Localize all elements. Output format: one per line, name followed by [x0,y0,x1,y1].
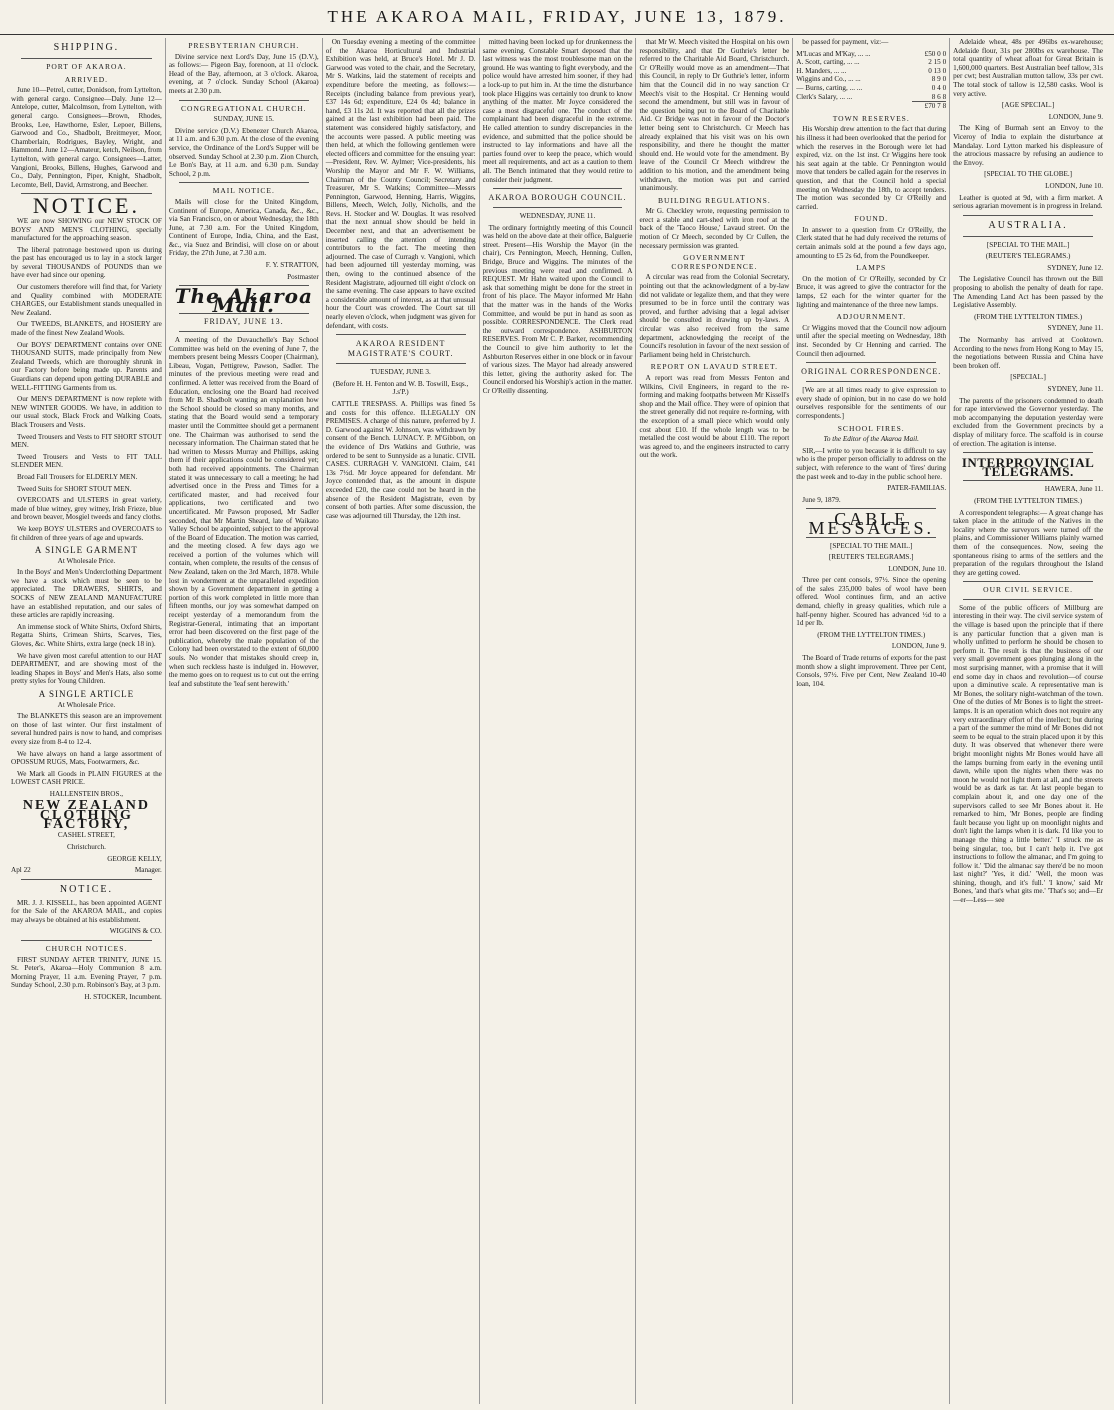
globe-special: [SPECIAL TO THE GLOBE.] [984,170,1073,179]
account-name: M'Lucas and M'Kay, ... ... [796,49,871,58]
single-garment-heading: A SINGLE GARMENT [34,545,138,556]
lyttelton-times: (FROM THE LYTTELTON TIMES.) [974,312,1083,321]
age-special: [AGE SPECIAL.] [1001,101,1055,110]
court-heading: AKAROA RESIDENT MAGISTRATE'S COURT. [347,339,454,359]
notice-paragraph: Our MEN'S DEPARTMENT is now replete with NEW WINTER GOODS. We have, in addition to our usual stock, Black Frock and Walking Coats, Black Trousers and Vests. [11,395,162,429]
congregational-text: Divine service (D.V.) Ebenezer Church Akaroa, at 11 a.m. and 6.30 p.m. At the close of the evening service, the Ordinance of the Lord's Supper will be observed. Sunday School at 2.30 p.m. Zion Church, Le Bon's Bay, at 11 a.m. and 6.30 p.m. Sunday School, 2 p.m. [168,126,319,178]
editorial-text: A meeting of the Duvauchelle's Bay School Committee was held on the evening of June 7, the members present being Messrs Cooper (Chairman), Libeau, Vogan, Pettigrew, Pawson, Sadler. The minutes of the previous meeting were read and confirmed. A letter was received from the Board of Education, enclosing one the Board had received from Mr B. Shadbolt wanting an explanation how the School should be closed so many months, and stating that the Board would send a temporary master until the Committee should get a permanent one. The Chairman was authorised to send the necessary information. The Chairman stated that he had written to Messrs Murray and Phillips, asking them if their applications could be considered yet; both had received appointments. The Chairman stated it was unnecessary to call a meeting; he had advertised once in the Press and Times for a certificated master, and had received four applications, two certificated and two uncertificated. Mr Pawson proposed, Mr Sadler seconded, that Mr Martin Sheard, late of Waikato Valley School be appointed, subject to the approval of the Board of Education. The motion was carried, and the meeting closed. A few days ago we received a portion of the volumes which will contain, when complete, the results of the census of New Zealand, taken on the 3rd March, 1878. While lost in wonderment at the unparalleled expedition shown by a Government department in getting a portion of this work completed in little more than fifteen months, our joy was somewhat damped on receipt yesterday of a memorandum from the Registrar-General, intimating that an important error had been discovered on the first page of the publication, whereby the male population of the Colony had been overstated to the extent of 60,000 souls. No wonder that mistakes should creep in, when such reckless haste is indulged in. However, the memo goes on to request us to cut out the erring leaf and substitute the 'leaf sent herewith.' [168,336,319,688]
table-row [796,102,946,111]
account-amount: 0 4 0 [931,83,947,92]
table-row [796,58,946,67]
divider [21,940,152,941]
single-article-sub: At Wholesale Price. [57,700,116,709]
interprovincial-heading: INTERPROVINCIAL TELEGRAMS. [961,455,1095,479]
lamps-heading: LAMPS [856,263,887,273]
london-june9: LONDON, June 9. [1048,112,1104,121]
divider [179,182,309,183]
divider [493,207,623,208]
garment-paragraph: In the Boys' and Men's Underclothing Department we have a stock which must be seen to be appreciated. The DRAWERS, SHIRTS, and SOCKS of NEW ZEALAND MANUFACTURE have an established reputation, and our sales of these articles are rapidly increasing. [11,568,162,620]
table-row [796,84,946,93]
original-correspondence-note: [We are at all times ready to give expression to every shade of opinion, but in no case do we hold ourselves responsible for the sentiments of our correspondents.] [796,386,947,420]
cable-text2: The Board of Trade returns of exports for the past month show a slight improvement. Three per Cent, Consols, 97½. Five per Cent, New Zealand 10-40 loan, 104. [796,654,947,688]
exhibition-article: On Tuesday evening a meeting of the committee of the Akaroa Horticultural and Industrial Exhibition was held, at Bruce's Hotel. Mr J. D. Garwood was voted to the chair, and the Secretary, Mr S. Watkins, laid the statement of receipts and expenditure before the meeting, as follows:—Receipts (including balance from previous year), £37 14s 6d; expenditure, £24 0s 4d; balance in hand, £3 11s 2d. It was reported that all the prizes gained at the last exhibition had been paid. The statement was considered highly satisfactory, and the accounts were passed. A public meeting was then held, at which the following gentlemen were elected officers and committee for the ensuing year:—President, Rev. W. Aylmer; Vice-presidents, his Worship the Mayor and Mr F. W. Williams, Chairman of the County Council; Secretary and Treasurer, Mr S. Watkins; Committee—Messrs Pennington, Garwood, Henning, Harris, Wiggins, Billens, Meech, Welch, Jolly, Nicholls, and the Revs. H. Stocker and W. Douglas. It was resolved that the next annual show should be held in December next, and that an advertisement be inserted calling the attention of intending contributors to the fact. The meeting then adjourned. The case of Curragh v. Vangioni, which had been adjourned till yesterday morning, was then, owing to the continued absence of the Resident Magistrate, adjourned till eight o'clock on the same evening. The case appears to have excited a considerable amount of interest, as at that unusual hour the Court was crowded. The Court sat till nearly eleven o'clock, when judgment was given for defendant, with costs. [325,38,476,330]
postmaster-role: Postmaster [287,272,319,281]
adjournment-text: Cr Wiggins moved that the Council now adjourn until after the special meeting on Wednesday, 18th inst. Seconded by Cr Henning and carried. The Council then adjourned. [796,323,947,358]
divider [963,599,1093,600]
divider [21,58,152,59]
cable-text: Three per cent consols, 97½. Since the opening of the sales 235,000 bales of wool have been offered. Wool continues firm, and an active demand, chiefly in greasy qualities, which rule a half-penny higher. Scoured has advanced ½d to a 1d per lb. [796,576,947,628]
paper-title: The Akaroa Mail. [174,284,313,317]
factory-line-2: CLOTHING FACTORY, [39,808,133,832]
church-text: FIRST SUNDAY AFTER TRINITY, JUNE 15. St. Peter's, Akaroa—Holy Communion 8 a.m. Morning Prayer, 11 a.m. Evening Prayer, 7 p.m. Sunday School, 2.30 p.m. Robinson's Bay, at 3 p.m. [11,955,162,990]
column-6 [792,38,949,1404]
table-row [796,67,946,76]
court-date: TUESDAY, JUNE 3. [370,368,431,377]
town-reserves-text: His Worship drew attention to the fact that during his illness it had been overlooked that the period for which the reserves in the Borough were let had expired, viz. on the 1st inst. Cr Wiggins here took his seat again at the table. Cr Pennington would move that tenders be called again for the reserves in question, and that the Council hold a special meeting on Wednesday the 18th, to accept tenders. The motion was seconded by Cr O'Reilly and carried. [796,125,947,211]
column-3 [322,38,479,1404]
london-june10: LONDON, June 10. [1045,181,1104,190]
mail-notice-text: Mails will close for the United Kingdom, Continent of Europe, America, Canada, &c., &c., via San Francisco, on or about Wednesday, the 18th June, at 7.30 a.m. For the United Kingdom, Continent of Europe, India, China, and the East, &c., via Suez and Brindisi, will close on or about Friday, the 27th June, at 7.30 a.m. [168,197,319,258]
article-paragraph: The BLANKETS this season are an improvement on those of last winter. Our first instalment of several hundred pairs is now to hand, and comprises every size from 8-4 to 12-4. [11,712,162,746]
column-5 [635,38,792,1404]
table-row [796,93,946,102]
factory-line-1: NEW ZEALAND [22,797,150,813]
special-label: [SPECIAL.] [1010,373,1046,382]
arrived-label: ARRIVED. [64,74,109,84]
shipping-heading: SHIPPING. [53,42,120,53]
notice-paragraph: Our BOYS' DEPARTMENT contains over ONE THOUSAND SUITS, made principally from New Zealand Tweeds, which are thoroughly shrunk in our Factory before being made up. Parents and Guardians can depend upon getting DURABLE and WELL-FITTING Garments from us. [11,340,162,392]
government-text: A circular was read from the Colonial Secretary, pointing out that the acknowledgment of a by-law did not validate or legalize them, and that they were presumed to be in force until the contrary was proved, and further advising that a legal adviser should be consulted in drawing up by-laws. A circular was also received from the same department, acknowledging the receipt of the Council's resolution in favour of the next session of Parliament being held in Christchurch. [639,273,790,359]
notice-paragraph: The liberal patronage bestowed upon us during the past has encouraged us to lay in a stock larger by several THOUSANDS of POUNDS than we have ever had since our opening. [11,245,162,280]
church-sign: H. STOCKER, Incumbent. [84,993,162,1002]
presbyterian-heading: PRESBYTERIAN CHURCH. [188,41,300,50]
congregational-heading: CONGREGATIONAL CHURCH. [181,103,307,113]
adjournment-heading: ADJOURNMENT. [836,312,907,322]
divider [963,236,1093,237]
divider [21,879,152,880]
sydney-june11: SYDNEY, June 11. [1047,324,1104,333]
account-name: H. Manders, ... ... [796,66,847,75]
original-correspondence-heading: ORIGINAL CORRESPONDENCE. [801,367,942,377]
sydney-june12: SYDNEY, June 12. [1047,263,1104,272]
column-2 [165,38,322,1404]
accounts-intro: be passed for payment, viz:— [802,38,889,46]
cable-reuter: [REUTER'S TELEGRAMS.] [828,553,914,562]
port-heading: PORT OF AKAROA. [46,62,127,71]
prisoners-text: The parents of the prisoners condemned to death for rape interviewed the Governor yesterday. The mob accompanying the deputation yesterday were excluded from the Government precincts by a display of military force. The scaffold is in course of erection. The agitation is intense. [953,396,1104,448]
cable-special: [SPECIAL TO THE MAIL.] [830,541,913,550]
australia-heading: AUSTRALIA. [988,219,1068,231]
account-name: A. Scott, carting, ... ... [796,58,860,67]
notice-paragraph: Our customers therefore will find that, for Variety and Quality combined with MODERATE CHARGES, our Establishment stands unequalled in New Zealand. [11,283,162,317]
divider [963,452,1093,453]
building-heading: BUILDING REGULATIONS. [658,195,771,205]
postmaster-name: F. Y. STRATTON, [265,261,319,270]
accounts-table [796,50,946,111]
column-4 [479,38,636,1404]
account-amount: £50 0 0 [924,49,947,58]
normanby-text: The Normanby has arrived at Cooktown. According to the news from Hong Kong to May 15, the negotiations between Russia and China have been broken off. [953,336,1104,370]
leather-text: Leather is quoted at 9d, with a firm market. A serious agrarian movement is in progress in Ireland. [953,193,1104,211]
town-reserves-heading: TOWN RESERVES. [832,113,910,123]
sydney-text: The Legislative Council has thrown out the Bill proposing to abolish the penalty of death for rape. The Amending Land Act has been passed by the Legislative Assembly. [953,275,1104,310]
notice-paragraph: WE are now SHOWING our NEW STOCK OF BOYS' AND MEN'S CLOTHING, specially manufactured for the approaching season. [11,216,162,243]
notice-paragraph: Tweed Trousers and Vests to FIT TALL SLENDER MEN. [11,452,162,470]
account-amount: 8 9 0 [931,75,947,84]
single-article-heading: A SINGLE ARTICLE [38,689,135,699]
found-heading: FOUND. [854,214,889,224]
notice2-text: MR. J. J. KISSELL, has been appointed AGENT for the Sale of the AKAROA MAIL, and copies may always be obtained at his establishment. [11,898,162,924]
signer-date: Apl 22 [11,866,31,875]
notice2-sign: WIGGINS & CO. [109,927,162,936]
account-amount: 8 6 8 [931,92,947,101]
divider [179,100,309,101]
council-date: WEDNESDAY, JUNE 11. [519,212,596,221]
notice-paragraph: OVERCOATS and ULSTERS in great variety, made of blue witney, grey witney, Irish Frieze, blue and brown beaver, Mosgiel tweeds and fancy cloths. [11,496,162,522]
accounts-total: £70 7 8 [912,102,946,111]
building-text: Mr G. Checkley wrote, requesting permission to erect a stable and cart-shed with iron roof at the back of the 'Taoco House,' Lavaud street. On the motion of Cr Meech, seconded by Cr Cullen, the necessary permission was granted. [639,207,790,250]
paper-date: FRIDAY, JUNE 13. [204,317,284,327]
mail-notice-heading: MAIL NOTICE. [212,186,275,196]
lamps-text: On the motion of Cr O'Reilly, seconded by Cr Bruce, it was agreed to give the contractor for the lamps, £2 each for the winter quarter for the lighting and maintenance of the three new lamps. [796,274,947,309]
hawera-date: HAWERA, June 11. [1044,485,1104,494]
notice-heading: NOTICE. [32,193,140,219]
notice-paragraph: Tweed Suits for SHORT STOUT MEN. [17,484,132,493]
cable-london: LONDON, June 10. [888,564,947,573]
garment-paragraph: We have given most careful attention to our HAT DEPARTMENT, and are showing most of the leading Shapes in Boys' and Men's Hats, also some pretty styles for Young Children. [11,651,162,686]
court-bench: (Before H. H. Fenton and W. B. Toswill, Esqs., J.s'P.) [332,379,469,397]
divider [179,331,309,332]
table-row [796,75,946,84]
divider [963,215,1093,216]
aus-reuter: (REUTER'S TELEGRAMS.) [985,252,1071,261]
firm-name: HALLENSTEIN BROS., [49,789,124,798]
account-amount: 0 13 0 [928,66,947,75]
school-fires-heading: SCHOOL FIRES. [837,423,905,433]
signer-row [11,866,162,875]
account-amount: 2 15 0 [928,58,947,67]
council-text: The ordinary fortnightly meeting of this Council was held on the above date at their office, Balguerie street. Present—His Worship the Mayor (in the chair), Crs Pennington, Meech, Henning, Cullen, Bridge, Bruce and Wiggins. The minutes of the previous meeting were read and confirmed. A REQUEST. Mr Hahn waited upon the Council to ask that something might be done for the street in front of his place. The Mayor informed Mr Hahn that the matter was in the hands of the Works Committee, and would be put in hand as soon as possible. CORRESPONDENCE. The Clerk read the outward correspondence. ASHBURTON RESERVES. From Mr C. P. Barker, recommending the Council to give him authority to let the Ashburton Reserves either in one block or in favour of various sizes. The Mayor had already answered this letter, giving the authority asked for. The Council endorsed his Worship's action in the matter. Cr O'Reilly dissenting. [482,223,633,395]
masthead: THE AKAROA MAIL, FRIDAY, JUNE 13, 1879. [0,0,1114,35]
court-continued: mitted having been locked up for drunkenness the same evening. Constable Smart deposed that the last witness was the most troublesome man on the ground. He was wanting to fight everybody, and the police would have arrested him sooner, if they had a lock-up to put him in. At the time the disturbance took place Higgins was certainly too drunk to know anything of the matter. Mr Joyce considered the case a most disgraceful one. The conduct of the complainant had been disgraceful in the extreme. He called attention to sundry discrepancies in the evidence, and submitted that the police should be instructed to lay informations and have all the parties found over to keep the peace, which would meet all requirements, and act as a caution to them all. The Bench intimated that they would retire to consider their judgment. [482,38,633,184]
cable-london2: LONDON, June 9. [891,642,947,651]
table-row [796,50,946,59]
court-text: CATTLE TRESPASS. A. Phillips was fined 5s and costs for this offence. ILLEGALLY ON PREMISES. A charge of this nature, preferred by J. D. Garwood against W. Johnson, was withdrawn by consent of the Bench. LUNACY. P. M'Gibbon, on the evidence of Drs Watkins and Guthrie, was ordered to be sent to Sunnyside as a lunatic. CIVIL CASES. CURRAGH V. VANGIONI. Claim, £41 13s 7½d. Mr Joyce appeared for defendant. Mr Joyce contended that, as the amount in dispute exceeded £20, the case could not be heard in the absence of the Resident Magistrate, even by consent of both parties. After some discussion, the case was adjourned till Thursday, the 12th inst. [325,399,476,520]
school-fires-sign: PATER-FAMILIAS. [887,484,947,493]
council-continued: that Mr W. Meech visited the Hospital on his own responsibility, and that Dr Guthrie's letter be referred to the Charitable Aid Board, Christchurch. Cr O'Reilly would move as an amendment—That this Council, in reply to Dr Guthrie's letter, inform him that the Council did in no way sanction Cr Meech's visit to the Hospital. Cr Henning would second the amendment, but still was in favour of the question being put to the Board of Charitable Aid. Cr Bridge was not in favour of the Doctor's letter being sent to Christchurch. Cr Meech has already explained that his visit was on his own responsibility, and there he thought the matter should end. He would vote for the amendment. By leave of the Council Cr Meech withdrew the addition to his motion, and the amendment being withdrawn, the motion was put and carried unanimously. [639,38,790,193]
notice-paragraphs [11,217,162,542]
column-7 [949,38,1106,1404]
garment-paragraph: An immense stock of White Shirts, Oxford Shirts, Regatta Shirts, Crimean Shirts, Scarves, Ties, Gloves, &c. White Shirts, extra large (neck 18 in). [11,622,162,649]
signer-role: Manager. [134,866,162,875]
presbyterian-text: Divine service next Lord's Day, June 15 (D.V.), as follows:— Pigeon Bay, forenoon, at 11 o'clock. Head of the Bay, afternoon, at 3 o'clock. Akaroa, evening, at 7 o'clock. Sunday School (Akaroa) meets at 2.30 p.m. [168,52,319,95]
notice-paragraph: We keep BOYS' ULSTERS and OVERCOATS to fit children of three years of age and upwards. [11,524,162,542]
street-name: CASHEL STREET, [57,831,115,840]
notice-paragraph: Tweed Trousers and Vests to FIT SHORT STOUT MEN. [11,432,162,450]
notice-paragraph: Broad Fall Trousers for ELDERLY MEN. [17,472,138,481]
cable-from: (FROM THE LYTTELTON TIMES.) [817,630,926,639]
divider [336,363,466,364]
arrivals-text: June 10—Petrel, cutter, Donidson, from Lyttelton, with general cargo. Consignee—Daly. June 12—Antelope, cutter, Malcolmson, from Lyttelton, with general cargo. Consignees—Brown, Rhodes, Brooks, Lee, Hawthorne, Esler, Lepoer, Billens, Garwood and Co., Shadbolt, Breitmeyer, Moor, Chamberlain, Rodrigues, Bayley, Wright, and Hammond. June 12—Amateur, ketch, Neilson, from Lyttelton, with general cargo. Consignees—Latter, Vangioni, Brooks, Billens, Hughes, Garwood and Co., Daly, Pennington, Piper, Knight, Shadbolt, Lecomte, Bell, David, Armstrong, and Beecher. [11,86,162,189]
lavaud-heading: REPORT ON LAVAUD STREET. [650,362,778,372]
congregational-date: SUNDAY, JUNE 15. [213,115,274,124]
aus-special: [SPECIAL TO THE MAIL.] [986,240,1070,249]
divider [963,581,1093,582]
newspaper-columns [8,38,1106,1404]
found-text: In answer to a question from Cr O'Reilly, the Clerk stated that he had duly received the returns of certain animals sold at the pound a few days ago, amounting to £5 2s 6d, from the Poundkeeper. [796,225,947,260]
from-lyttelton: (FROM THE LYTTELTON TIMES.) [974,496,1083,505]
signer-name: GEORGE KELLY, [107,854,162,863]
school-fires-date: June 9, 1879. [802,495,841,504]
notice2-heading: NOTICE. [59,883,114,895]
divider [493,188,623,189]
council-heading: AKAROA BOROUGH COUNCIL. [488,193,627,203]
city-name: Christchurch. [66,842,106,851]
government-heading: GOVERNMENT CORRESPONDENCE. [671,253,758,271]
cable-heading: CABLE MESSAGES. [808,509,934,538]
divider [963,480,1093,481]
account-name: Clerk's Salary, ... ... [796,92,853,101]
notice-paragraph: Our TWEEDS, BLANKETS, and HOSIERY are made of the finest New Zealand Wools. [11,320,162,338]
account-name: Wiggins and Co., ... ... [796,75,861,84]
sydney-june11b: SYDNEY, June 11. [1047,385,1104,393]
divider [806,381,936,382]
divider [336,334,466,335]
civil-service-heading: OUR CIVIL SERVICE. [983,585,1073,595]
article-paragraph: We Mark all Goods in PLAIN FIGURES at the LOWEST CASH PRICE. [11,769,162,787]
hawera-text: A correspondent telegraphs:— A great change has taken place in the attitude of the Natives in the locality where the surveyors were turned off the plains, and Commissioner Williams plainly warned them of the consequences. Now, seeing the spontaneous rising to arms of the settlers and the preparation of the regulars throughout the Island they are getting cowed. [953,508,1104,577]
civil-service-text: Some of the public officers of Millburg are interesting in their way. The civil service system of the village is based upon the principle that if there is any particular function that a given man is wholly unfitted to perform he should be chosen to perform it. The result is that the business of our very small government goes plunging along in the most surprising manner, with a promise that it will end some day in chaos and revolution—of course upon a diminutive scale. A representative man is Mr Bones, the solitary night-watchman of the town. One of the duties of Mr Bones is to light the street-lamps. It is an operation which does not require any very extraordinary effort of the intellect; but during a part of the summer the mind of Mr Bones did not seem to be equal to the strain placed upon it by this duty. It was observed that whenever there were bright moonlight nights Mr Bones would have all the lamps burning from early in the evening until dawn, while upon the nights when there was no moon he would not light them at all, and the streets would be as dark as tar. At last people began to complain about it, and one day one of the supervisors called to see Mr Bones about it. He remarked to him, 'Mr Bones, people are finding fault because you light up on moonlight nights and don't light the lamps when it is dark. I'd like you to manage the thing a little better.' 'I struck me as being singular, too, but I can't help it. I've got instructions to follow the almanac, and I'm going to follow it.' 'Did the almanac say there'd be no moon last night?' 'Yes, it did.' 'Well, the moon was shining, though, and it's full.' 'I know,' said Mr Bones, 'and that's what gits me.' 'That's so; and—Er—er—Less— see [953,603,1104,905]
church-heading: CHURCH NOTICES. [45,944,128,954]
school-fires-text: SIR,—I write to you because it is difficult to say who is the proper person officially to address on the subject, with reference to the want of 'fires' during the past week and to-day in the public school here. [796,446,947,481]
burmah-text: The King of Burmah sent an Envoy to the Viceroy of India to explain the disturbance at Mandalay. Lord Lytton marked his displeasure of the atrocious massacre by refusing an audience to the Envoy. [953,124,1104,167]
school-fires-to: To the Editor of the Akaroa Mail. [823,435,919,444]
lavaud-text: A report was read from Messrs Fenton and Wilkins, Civil Engineers, in regard to the re-forming and making footpaths between Mr Kissell's shop and the Mail office. They were of opinion that the street generally did not require re-forming, with the exception of a small piece which would only cost about £10. If the whole length was to be metalled the cost would be about £110. The report was agreed to, and the engineers instructed to carry out the work. [639,373,790,460]
column-1 [8,38,165,1404]
single-garment-sub: At Wholesale Price. [57,556,116,565]
divider [806,362,936,363]
wheat-text: Adelaide wheat, 48s per 496lbs ex-warehouse; Adelaide flour, 31s per 280lbs ex warehouse. The total quantity of wheat afloat for Great Britain is 1,600,000 quarters. Best Australian beef tallow, 31s per cwt; best Australian mutton tallow, 33s per cwt. The total stock of tallow is 12,580 casks. Wool is very active. [953,38,1104,98]
article-paragraph: We have always on hand a large assortment of OPOSSUM RUGS, Mats, Footwarmers, &c. [11,749,162,767]
account-name: — Burns, carting, ... ... [796,83,863,92]
